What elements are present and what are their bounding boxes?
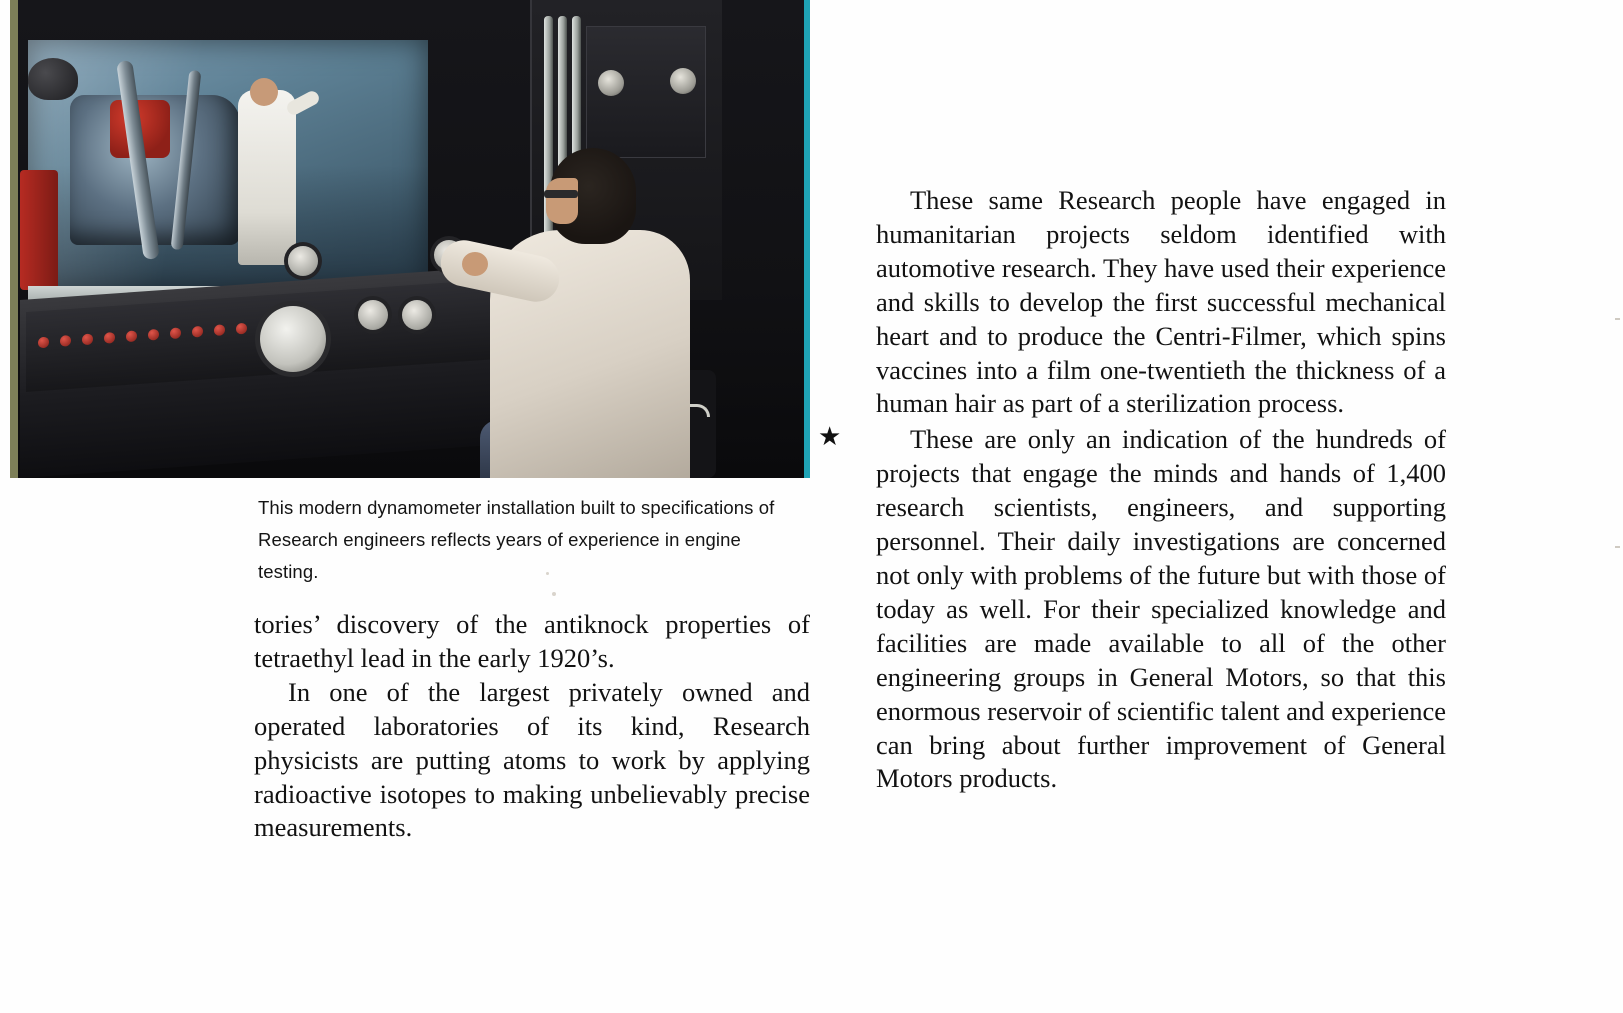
photo-caption: This modern dynamometer installation built to specifications of Research engineers reflects years of experience in engine testing. — [258, 497, 775, 582]
technician-lab-coat — [238, 90, 296, 265]
star-ornament-icon: ★ — [818, 422, 842, 451]
control-knob-icon — [236, 323, 247, 335]
page-edge-mark — [1615, 318, 1620, 320]
overhead-lamp — [28, 58, 78, 100]
gauge-icon — [358, 300, 388, 330]
page-speck — [552, 592, 556, 596]
eyeglasses-icon — [544, 190, 578, 198]
control-knob-icon — [38, 337, 49, 349]
rack-dial-icon — [670, 68, 696, 94]
operator-hand — [462, 252, 488, 276]
gauge-icon — [402, 300, 432, 330]
control-knob-icon — [82, 333, 93, 345]
main-gauge-icon — [260, 306, 326, 372]
control-knob-icon — [60, 335, 71, 347]
control-knob-icon — [170, 327, 181, 339]
technician-head — [250, 78, 278, 106]
red-equipment — [20, 170, 58, 290]
paragraph-hundreds-of-projects: These are only an indication of the hundreds of projects that engage the minds and hands of 1,400 research scientists, engineers, and supporting personnel. Their daily investigations are concerned not only with problems of the future but with those of today as well. For their specialized knowledge and facilities are made available to all of the other engineering groups in General Motors, so that this enormous reservoir of scientific talent and experience can bring about further improvement of General Motors products. — [876, 424, 1446, 794]
control-knob-icon — [126, 330, 137, 342]
paragraph-isotopes: In one of the largest privately owned and operated laboratories of its kind, Research physicists are putting atoms to work by applying radioactive isotopes to making unbelievably precise measurements. — [254, 676, 810, 843]
right-column — [876, 184, 1446, 796]
rack-dial-icon — [598, 70, 624, 96]
photo-right-edge — [804, 0, 810, 478]
page-edge-mark — [1615, 546, 1620, 548]
paragraph-humanitarian: These same Research people have engaged in humanitarian projects seldom identified with automotive research. They have used their experience and skills to develop the first successful mechanical heart and to produce the Centri-Filmer, which spins vaccines into a film one-twentieth the thickness of a human hair as part of a sterilization process. — [876, 185, 1446, 419]
control-knob-icon — [148, 329, 159, 341]
operator-face — [546, 178, 578, 224]
photo-left-edge — [10, 0, 18, 478]
control-knob-icon — [214, 324, 225, 336]
paragraph-continuation: tories’ discovery of the antiknock properties of tetraethyl lead in the early 1920’s. — [254, 609, 810, 673]
gauge-icon — [288, 246, 318, 276]
page-speck — [546, 572, 549, 575]
left-column-body — [254, 608, 810, 845]
dynamometer-photo — [10, 0, 810, 478]
control-knob-icon — [192, 326, 203, 338]
control-knob-icon — [104, 332, 115, 344]
